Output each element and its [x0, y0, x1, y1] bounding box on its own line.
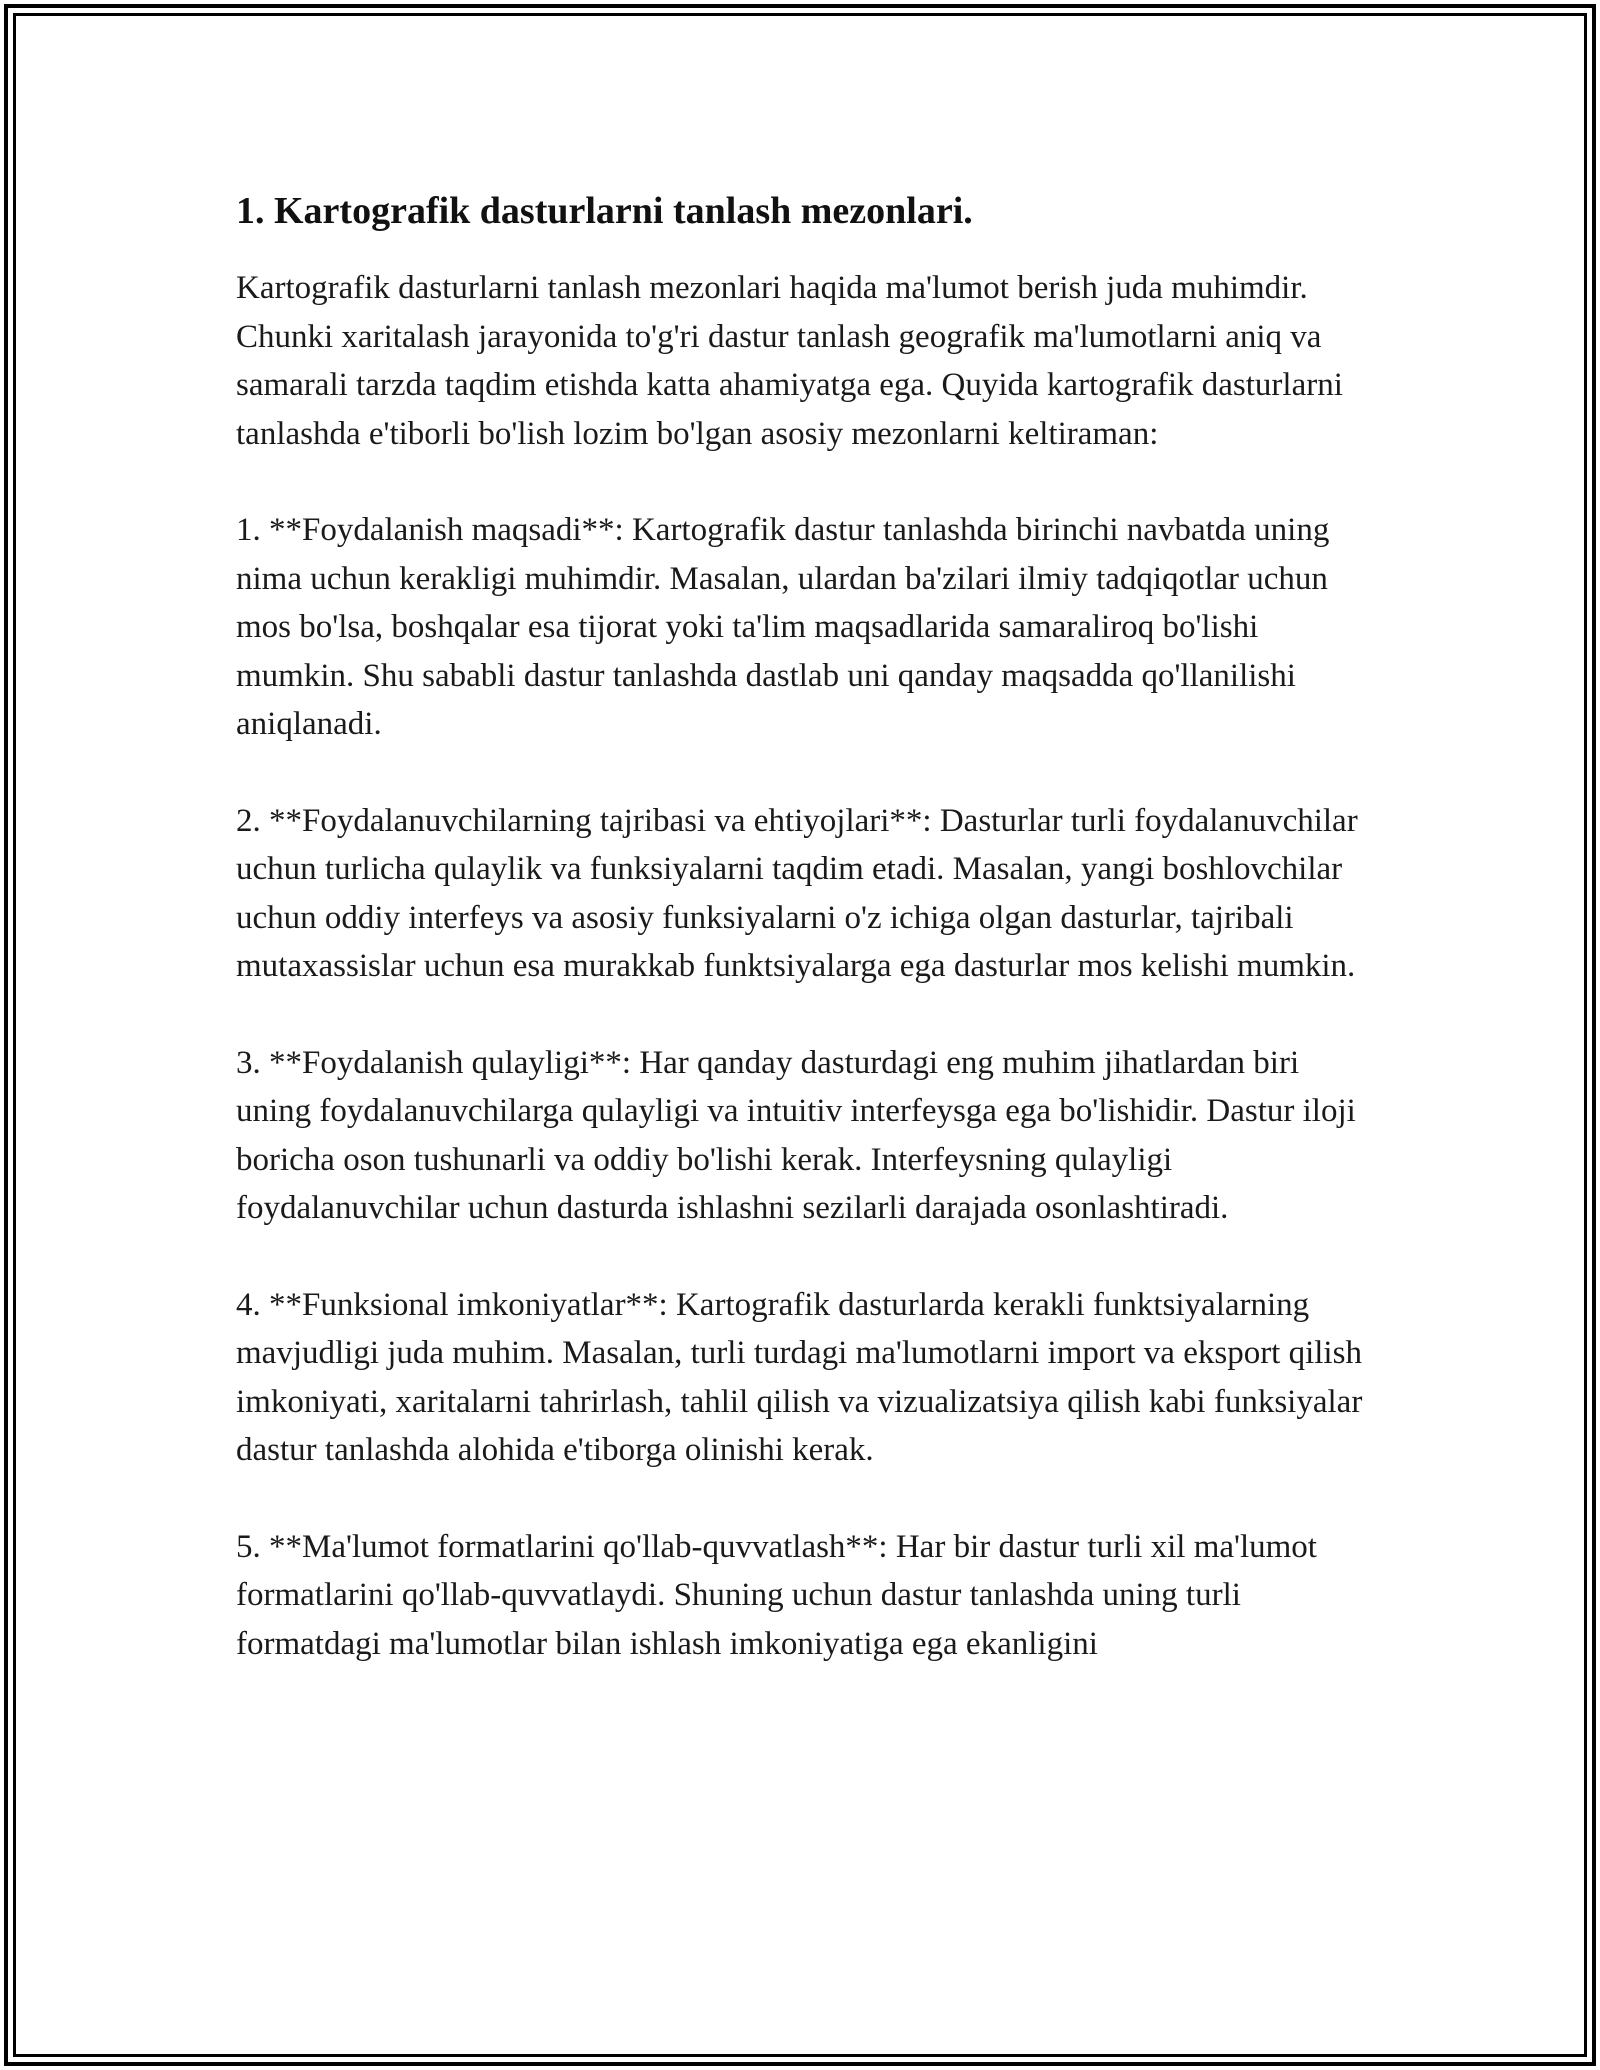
criterion-paragraph-3: 3. **Foydalanish qulayligi**: Har qanday dasturdagi eng muhim jihatlardan biri uning foydalanuvchilarga qulayligi va intuitiv interfeysga ega bo'lishidir. Dastur iloji boricha oson tushunarli va oddiy bo'lishi kerak. Interfeysning qulayligi foydalanuvchilar uchun dasturda ishlashni sezilarli darajada osonlashtiradi. — [236, 1044, 1356, 1226]
criterion-paragraph-5: 5. **Ma'lumot formatlarini qo'llab-quvvatlash**: Har bir dastur turli xil ma'lumot formatlarini qo'llab-quvvatlaydi. Shuning uchun dastur tanlashda uning turli formatdagi ma'lumotlar bilan ishlash imkoniyatiga ega ekanligini — [236, 1528, 1317, 1662]
intro-paragraph: Kartografik dasturlarni tanlash mezonlari haqida ma'lumot berish juda muhimdir. Chunki xaritalash jarayonida to'g'ri dastur tanlash geografik ma'lumotlarni aniq va samarali tarzda taqdim etishda katta ahamiyatga ega. Quyida kartografik dasturlarni tanlashda e'tiborli bo'lish lozim bo'lgan asosiy mezonlarni keltiraman: — [236, 270, 1343, 452]
section-heading: 1. Kartografik dasturlarni tanlash mezonlari. — [236, 190, 973, 232]
criterion-paragraph-1: 1. **Foydalanish maqsadi**: Kartografik dastur tanlashda birinchi navbatda uning nima uchun kerakligi muhimdir. Masalan, ulardan ba'zilari ilmiy tadqiqotlar uchun mos bo'lsa, boshqalar esa tijorat yoki ta'lim maqsadlarida samaraliroq bo'lishi mumkin. Shu sababli dastur tanlashda dastlab uni qanday maqsadda qo'llanilishi aniqlanadi. — [236, 512, 1330, 742]
criterion-paragraph-2: 2. **Foydalanuvchilarning tajribasi va ehtiyojlari**: Dasturlar turli foydalanuvchilar uchun turlicha qulaylik va funksiyalarni taqdim etadi. Masalan, yangi boshlovchilar uchun oddiy interfeys va asosiy funksiyalarni o'z ichiga olgan dasturlar, tajribali mutaxassislar uchun esa murakkab funktsiyalarga ega dasturlar mos kelishi mumkin. — [236, 802, 1358, 984]
criterion-paragraph-4: 4. **Funksional imkoniyatlar**: Kartografik dasturlarda kerakli funktsiyalarning mavjudligi juda muhim. Masalan, turli turdagi ma'lumotlarni import va eksport qilish imkoniyati, xaritalarni tahrirlash, tahlil qilish va vizualizatsiya qilish kabi funksiyalar dastur tanlashda alohida e'tiborga olinishi kerak. — [236, 1286, 1363, 1468]
document-body — [236, 186, 1376, 1716]
